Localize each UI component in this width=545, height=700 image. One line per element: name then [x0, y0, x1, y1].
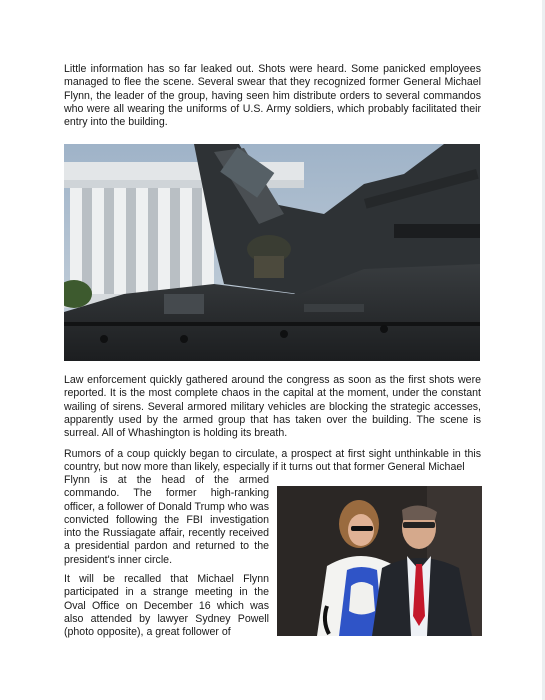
two-people-photo — [277, 486, 482, 636]
paragraph-3-full-width: Rumors of a coup quickly began to circulate, a prospect at first sight unthinkable in this country, but now more than likely, especially if it turns out that former General Michael — [64, 448, 481, 474]
armored-vehicle-photo — [64, 144, 480, 361]
paragraph-4: It will be recalled that Michael Flynn participated in a strange meeting in the Oval Office on December 16 which was also attended by lawyer Sydney Powell (photo opposite), a great follower of — [64, 573, 269, 639]
paragraph-1: Little information has so far leaked out. Shots were heard. Some panicked employees managed to flee the scene. Several swear that they recognized former General Michael Flynn, the leader of the group, having seen him distribute orders to several commandos who were all wearing the uniforms of U.S. Army soldiers, which probably facilitated their entry into the building. — [64, 63, 481, 129]
paragraph-2: Law enforcement quickly gathered around the congress as soon as the first shots were reported. It is the most complete chaos in the capital at the moment, under the constant wailing of sirens. Several armored military vehicles are blocking the strategic accesses, apparently used by the armed group that has taken over the building. The scene is surreal. All of Whashington is holding its breath. — [64, 374, 481, 440]
paragraph-3-column: Flynn is at the head of the armed commando. The former high-ranking officer, a follower of Donald Trump who was convicted following the FBI investigation into the Russiagate affair, recently received a presidential pardon and returned to the president's inner circle. — [64, 474, 269, 566]
